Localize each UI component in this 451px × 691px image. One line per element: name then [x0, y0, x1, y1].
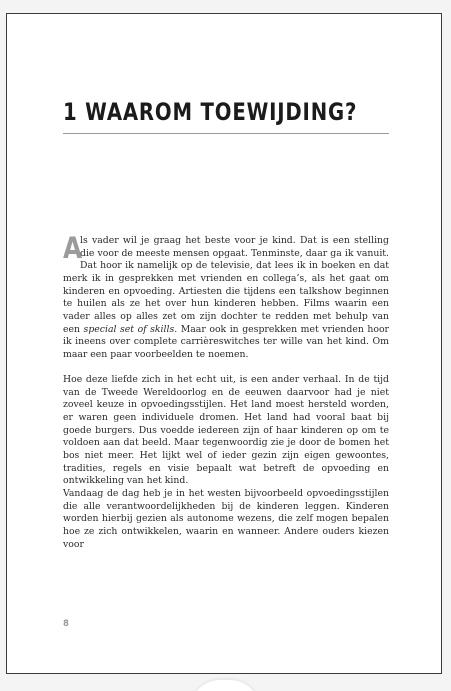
paragraph-1 [63, 231, 390, 362]
paragraph-3: Vandaag de dag heb je in het westen bijvoorbeeld opvoedingsstijlen die alle verantwoordelijkheden bij de kinderen leggen. Kinderen worden hierbij gezien als autonome wezens, die zelf mogen bepalen hoe ze zich ontwikkelen, waarin en wanneer. Andere ouders kiezen voor [63, 488, 389, 550]
paragraph-1-text-a: ls vader wil je graag het beste voor je kind. Dat is een stelling die voor de meeste mensen opgaat. Tenminste, daar ga ik vanuit. Dat hoor ik namelijk op de televisie, dat lees ik in boeken en dat merk ik in gesprekken met vrienden en collega’s, als het gaat om kinderen en opvoeding. Artiesten die tijdens een talkshow beginnen te huilen als ze het over hun kinderen hebben. Films waarin een vader alles op alles zet om zijn dochter te redden met behulp van een [63, 235, 389, 335]
paragraph-1-italic: special set of skills [83, 323, 175, 335]
drop-cap: A [63, 231, 83, 265]
paragraph-1-text-b: . Maar ook in gesprekken met vrienden hoor ik ineens over complete carrièreswitches ter wille van het kind. Om maar een paar voorbeelden te noemen. [63, 323, 390, 360]
paragraph-2: Hoe deze liefde zich in het echt uit, is een ander verhaal. In de tijd van de Tweede Wereldoorlog en de eeuwen daarvoor had je niet zoveel keuze in opvoedingsstijlen. Het land moest hersteld worden, er waren geen individuele dromen. Het land had vooral baat bij goede burgers. Dus voedde iedereen zijn of haar kinderen op om te voldoen aan dat beeld. Maar tegenwoordig zie je door de bomen het bos niet meer. Het lijkt wel of ieder gezin zijn eigen gewoontes, tradities, regels en visie bepaalt wat betreft de opvoeding en ontwikkeling van het kind. [63, 374, 389, 487]
title-divider [63, 133, 389, 134]
chapter-body [63, 231, 390, 551]
book-page [6, 13, 442, 674]
page-number: 8 [63, 619, 69, 629]
chapter-title: 1 WAAROM TOEWIJDING? [63, 98, 358, 126]
